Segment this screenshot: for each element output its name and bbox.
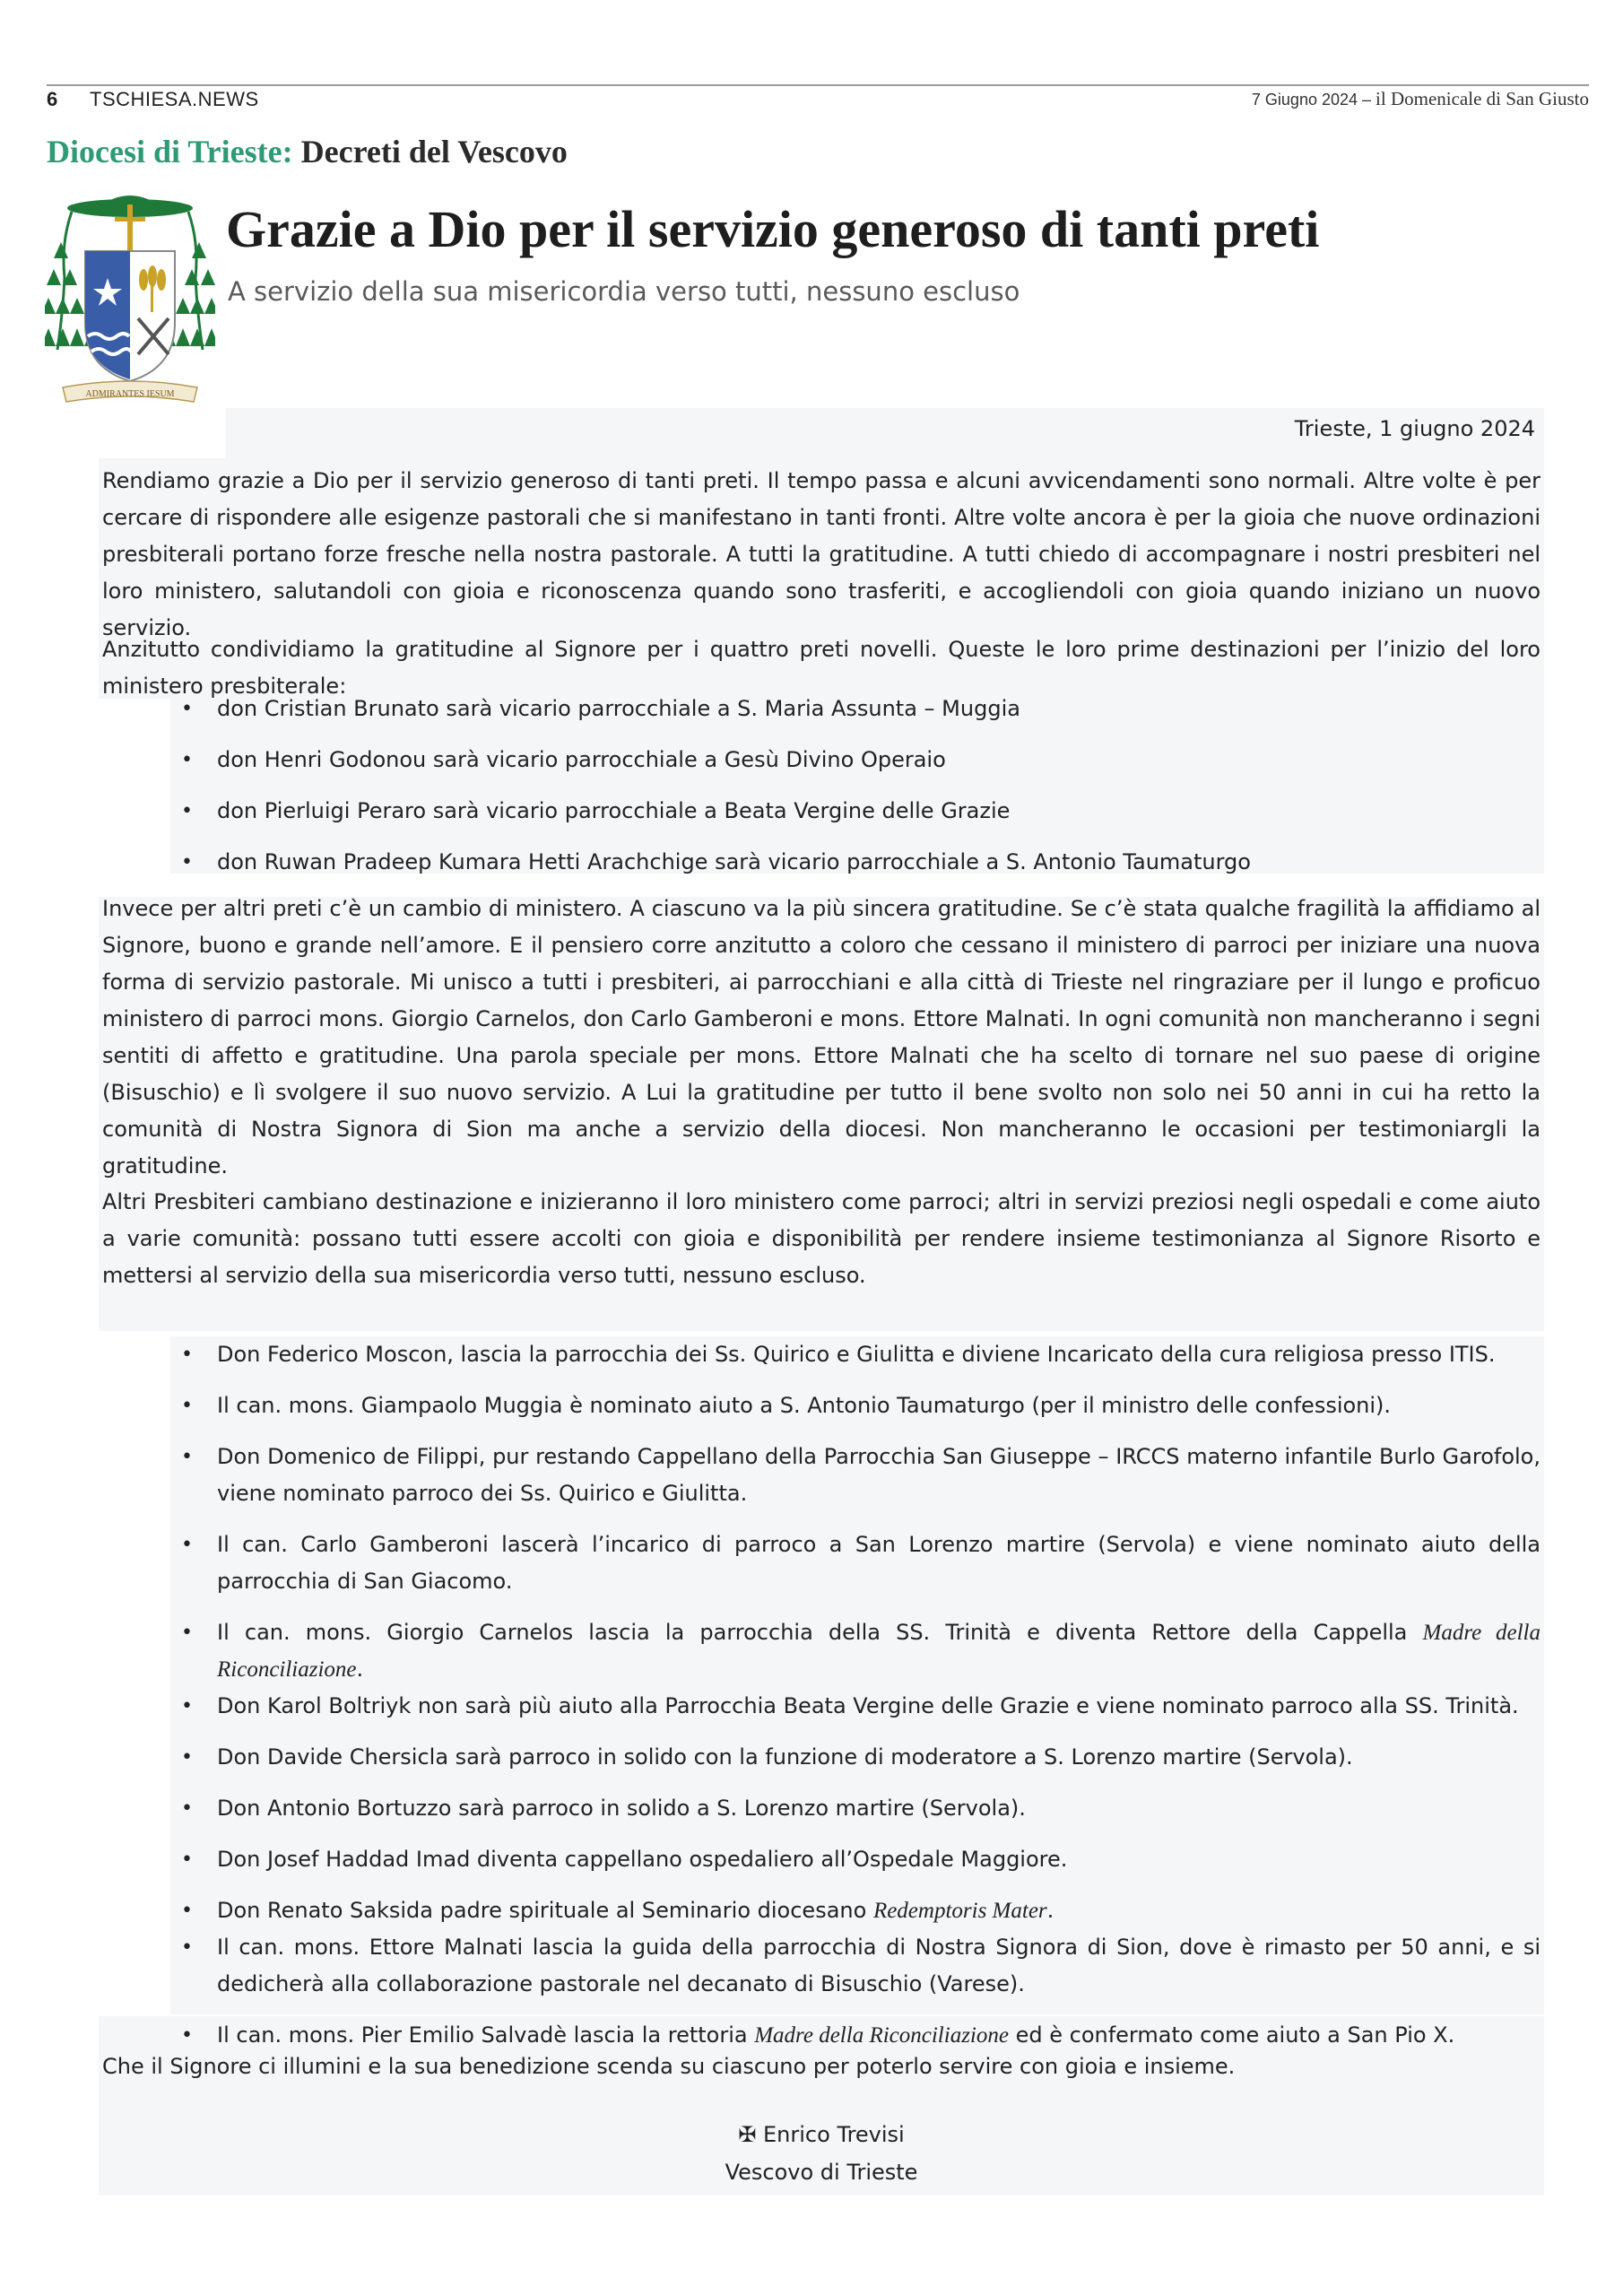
list-item: • Il can. Carlo Gamberoni lascerà l’incarico di parroco a San Lorenzo martire (Servola) e viene nominato aiuto della parrocchia di San Giacomo.	[176, 1526, 1541, 1600]
new-priests-list	[176, 691, 1541, 895]
signature-role: Vescovo di Trieste	[725, 2160, 918, 2185]
dateline: Trieste, 1 giugno 2024	[1294, 416, 1535, 441]
header-rule	[47, 84, 1589, 86]
list-item: • don Henri Godonou sarà vicario parrocchiale a Gesù Divino Operaio	[176, 742, 1541, 778]
section-topic: Decreti del Vescovo	[300, 134, 568, 170]
issue-separator: –	[1358, 91, 1376, 109]
appointment-end: .	[1046, 1898, 1055, 1923]
crest-motto: ADMIRANTES IESUM	[85, 389, 175, 399]
list-item: • don Pierluigi Peraro sarà vicario parrocchiale a Beata Vergine delle Grazie	[176, 793, 1541, 830]
appointments-list	[176, 1336, 1541, 2054]
chapel-name: Madre della Riconciliazione	[754, 2023, 1009, 2048]
paragraph-closing: Che il Signore ci illumini e la sua benedizione scenda su ciascuno per poterlo servire con gioia e insieme.	[102, 2054, 1236, 2079]
paragraph-ministry-change: Invece per altri preti c’è un cambio di ministero. A ciascuno va la più sincera gratitudine. Se c’è stata qualche fragilità la affidiamo al Signore, buono e grande nell’amore. E il pensiero corre anzitutto a coloro che cessano il ministero di parroci per iniziare una nuova forma di servizio pastorale. Mi unisco a tutti i presbiteri, ai parrocchiani e alla città di Trieste nel ringraziare per il lungo e proficuo ministero di parroci mons. Giorgio Carnelos, don Carlo Gamberoni e mons. Ettore Malnati. In ogni comunità non mancheranno i segni sentiti di affetto e gratitudine. Una parola speciale per mons. Ettore Malnati che ha scelto di tornare nel suo paese di origine (Bisuschio) e lì svolgere il suo nuovo servizio. A Lui la gratitudine per tutto il bene svolto non solo nei 50 anni in cui ha retto la comunità di Nostra Signora di Sion ma anche a servizio della diocesi. Non mancheranno le occasioni per testimoniargli la gratitudine.	[102, 896, 1541, 1178]
bishop-coat-of-arms-image	[45, 188, 215, 408]
list-item: • don Cristian Brunato sarà vicario parrocchiale a S. Maria Assunta – Muggia	[176, 691, 1541, 727]
dateline-band	[226, 408, 1544, 458]
list-item: • don Ruwan Pradeep Kumara Hetti Arachchige sarà vicario parrocchiale a S. Antonio Taumaturgo	[176, 844, 1541, 881]
site-name[interactable]: TSCHIESA.NEWS	[90, 88, 259, 110]
article-title: Grazie a Dio per il servizio generoso di tanti preti	[226, 200, 1320, 258]
section-label: Diocesi di Trieste:	[47, 134, 293, 170]
paragraph-new-priests: Anzitutto condividiamo la gratitudine al Signore per i quattro preti novelli. Queste le loro prime destinazioni per l’inizio del loro ministero presbiterale:	[102, 637, 1541, 699]
section-heading	[47, 133, 568, 170]
signature-name: ✠ Enrico Trevisi	[738, 2122, 905, 2147]
list-item: • Don Domenico de Filippi, pur restando Cappellano della Parrocchia San Giuseppe – IRCCS materno infantile Burlo Garofolo, viene nominato parroco dei Ss. Quirico e Giulitta.	[176, 1439, 1541, 1512]
paragraph-other-priests: Altri Presbiteri cambiano destinazione e inizieranno il loro ministero come parroci; altri in servizi preziosi negli ospedali e come aiuto a varie comunità: possano tutti essere accolti con gioia e disponibilità per rendere insieme testimonianza al Signore Risorto e mettersi al servizio della sua misericordia verso tutti, nessuno escluso.	[102, 1189, 1541, 1288]
article-subtitle: A servizio della sua misericordia verso tutti, nessuno escluso	[228, 276, 1020, 307]
list-item: • Don Davide Chersicla sarà parroco in solido con la funzione di moderatore a S. Lorenzo martire (Servola).	[176, 1739, 1541, 1776]
appointment-end: .	[356, 1657, 364, 1682]
issue-info	[1252, 88, 1589, 110]
publication-name: il Domenicale di San Giusto	[1376, 88, 1589, 109]
page-number: 6	[47, 88, 58, 110]
list-item: • Don Antonio Bortuzzo sarà parroco in solido a S. Lorenzo martire (Servola).	[176, 1790, 1541, 1827]
list-item: • Il can. mons. Giampaolo Muggia è nominato aiuto a S. Antonio Taumaturgo (per il ministro delle confessioni).	[176, 1387, 1541, 1424]
list-item	[176, 1892, 1541, 1929]
list-item: • Il can. mons. Ettore Malnati lascia la guida della parrocchia di Nostra Signora di Sion, dove è rimasto per 50 anni, e si dedicherà alla collaborazione pastorale nel decanato di Bisuschio (Varese).	[176, 1929, 1541, 2003]
issue-date: 7 Giugno 2024	[1251, 91, 1358, 109]
seminary-name: Redemptoris Mater	[872, 1899, 1047, 1923]
appointment-end: ed è confermato come aiuto a San Pio X.	[1008, 2022, 1455, 2048]
list-item	[176, 1614, 1541, 1688]
paragraph-intro: Rendiamo grazie a Dio per il servizio generoso di tanti preti. Il tempo passa e alcuni avvicendamenti sono normali. Altre volte è per cercare di rispondere alle esigenze pastorali che si manifestano in tanti fronti. Altre volte ancora è per la gioia che nuove ordinazioni presbiterali portano forze fresche nella nostra pastorale. A tutti la gratitudine. A tutti chiedo di accompagnare i nostri presbiteri nel loro ministero, salutandoli con gioia e riconoscenza quando sono trasferiti, e accogliendoli con gioia quando iniziano un nuovo servizio.	[102, 468, 1541, 640]
list-item: • Don Josef Haddad Imad diventa cappellano ospedaliero all’Ospedale Maggiore.	[176, 1841, 1541, 1878]
appointment-text: Il can. mons. Pier Emilio Salvadè lascia la rettoria	[217, 2022, 755, 2048]
list-item: • Don Karol Boltriyk non sarà più aiuto alla Parrocchia Beata Vergine delle Grazie e viene nominato parroco alla SS. Trinità.	[176, 1688, 1541, 1725]
appointment-text: Don Renato Saksida padre spirituale al Seminario diocesano	[217, 1898, 873, 1923]
appointment-text: Il can. mons. Giorgio Carnelos lascia la parrocchia della SS. Trinità e diventa Rettore della Cappella	[217, 1620, 1423, 1645]
list-item: • Don Federico Moscon, lascia la parrocchia dei Ss. Quirico e Giulitta e diviene Incaricato della cura religiosa presso ITIS.	[176, 1336, 1541, 1373]
chapel-name: Madre della Riconciliazione	[217, 1621, 1541, 1682]
